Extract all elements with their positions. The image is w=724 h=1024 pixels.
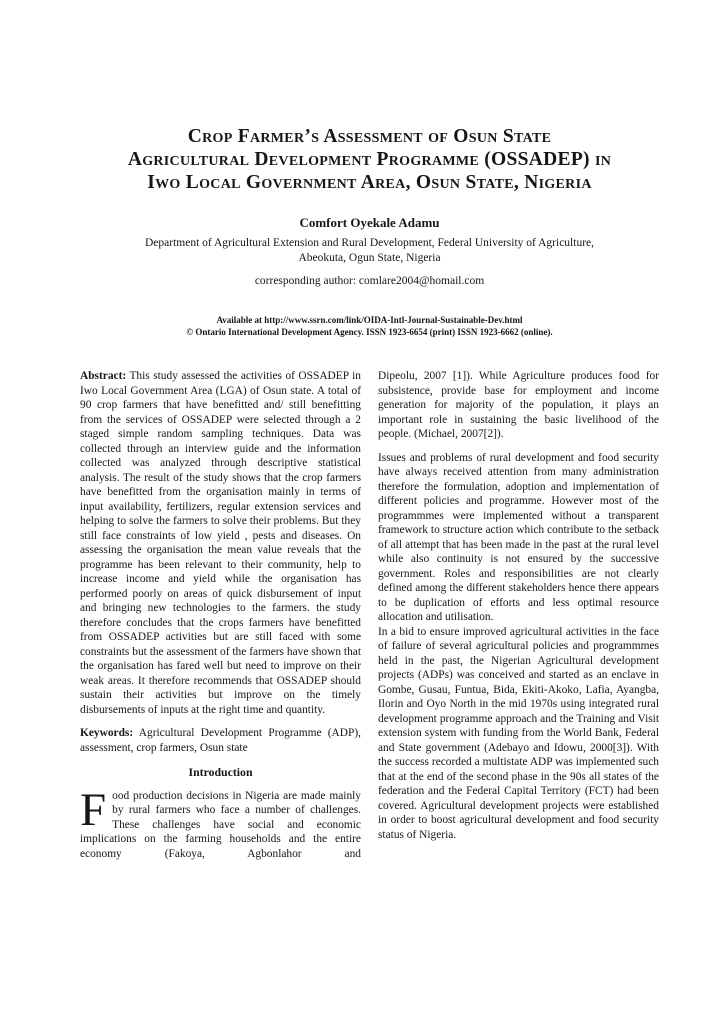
introduction-text: ood production decisions in Nigeria are made mainly by rural farmers who face a number of challenges. These challenges have social and economic implications on the farming households and the entire economy (Fakoya, Agbonlahor and xyxy=(80,789,361,860)
title-line-1: Crop Farmer’s Assessment of Osun State xyxy=(187,126,552,147)
corresponding-author: corresponding author: comlare2004@homail.com xyxy=(254,275,485,287)
affiliation xyxy=(80,236,659,266)
availability-note xyxy=(80,314,659,338)
title-line-3: Iwo Local Government Area, Osun State, Nigeria xyxy=(147,172,592,193)
body-columns xyxy=(80,369,659,870)
affiliation-line-1: Department of Agricultural Extension and Rural Development, Federal University of Agriculture, xyxy=(144,237,595,249)
author-name: Comfort Oyekale Adamu xyxy=(299,215,440,230)
keywords-text: Agricultural Development Programme (ADP), assessment, crop farmers, Osun state xyxy=(80,727,361,754)
body-paragraph-3: In a bid to ensure improved agricultural activities in the face of failure of several agricultural policies and programmmes held in the past, the Nigerian Agricultural development projects (ADPs) was conceived and started as an enclave in Gombe, Gusau, Funtua, Bida, Ekiti-Akoko, Lafia, Ayangba, Ilorin and Oyo North in the mid 1970s using integrated rural development programme approach and the Training and Visit extension system with funding from the World Bank, Federal and State government (Adebayo and Idowu, 2000[3]). With the success recorded a multistate ADP was implemented such that at the end of the second phase in the 90s all states of the federation and the Federal Capital Territory (FCT) had been covered. Agricultural development projects were established in order to boost agricultural development and food security status of Nigeria. xyxy=(378,625,659,841)
abstract-paragraph xyxy=(80,369,361,717)
introduction-heading: Introduction xyxy=(188,765,253,779)
abstract-text: This study assessed the activities of OSSADEP in Iwo Local Government Area (LGA) of Osun state. A total of 90 crop farmers that have benefitted and/ still benefitting from the services of OSSADEP were selected through a 2 staged simple random sampling techniques. Data was collected through an interview guide and the information collected was analyzed through descriptive statistical analysis. The result of the study shows that the crop farmers have benefitted from the organisation mainly in terms of input availability, fertilizers, regular extension services and helping to solve the farmers to solve their problems. But they still face constraints of low yield , pests and diseases. On assessing the organisation the mean value reveals that the programme has been relevant to their community, help to increase income and yield while the organisation has performed poorly on areas of quick disbursement of input and bringing new technologies to the farmers. the study therefore concludes that the crops farmers have benefitted from OSSADEP activities but are still faced with some constraints but the assessment of the farmers have shown that the organisation has fared well but need to improve on their weak areas. It therefore recommends that OSSADEP should sustain their activities but improve on the timely disbursements of inputs at the right time and quantity. xyxy=(80,370,361,716)
keywords-label: Keywords: xyxy=(80,727,134,739)
availability-url-line: Available at http://www.ssrn.com/link/OIDA-Intl-Journal-Sustainable-Dev.html xyxy=(216,315,523,325)
copyright-issn-line: © Ontario International Development Agency. ISSN 1923-6654 (print) ISSN 1923-6662 (online). xyxy=(186,327,553,337)
page-title xyxy=(68,125,671,194)
abstract-label: Abstract: xyxy=(80,370,127,382)
right-column xyxy=(378,369,659,870)
title-line-2: Agricultural Development Programme (OSSADEP) in xyxy=(127,149,612,170)
keywords-paragraph xyxy=(80,726,361,755)
introduction-paragraph xyxy=(80,783,361,862)
drop-cap: F xyxy=(80,783,107,836)
left-column xyxy=(80,369,361,870)
body-paragraph-2: Issues and problems of rural development and food security have always received attention from many administration therefore the formulation, adoption and implementation of different policies and programme. However most of the programmmes were implemented without a transparent framework to structure action which contribute to the setback of all attempt that has been made in the past at the rural level while also continuity is not ensured by the successive government. Roles and responsibilities are not clearly defined among the different stakeholders hence there appears to be duplication of efforts and less optimal resource allocation and utilisation. xyxy=(378,451,659,623)
affiliation-line-2: Abeokuta, Ogun State, Nigeria xyxy=(298,252,441,264)
body-paragraph-1: Dipeolu, 2007 [1]). While Agriculture produces food for subsistence, provide base for employment and income generation for majority of the population, it plays an important role in sustaining the basic livelihood of the people. (Michael, 2007[2]). xyxy=(378,370,659,440)
